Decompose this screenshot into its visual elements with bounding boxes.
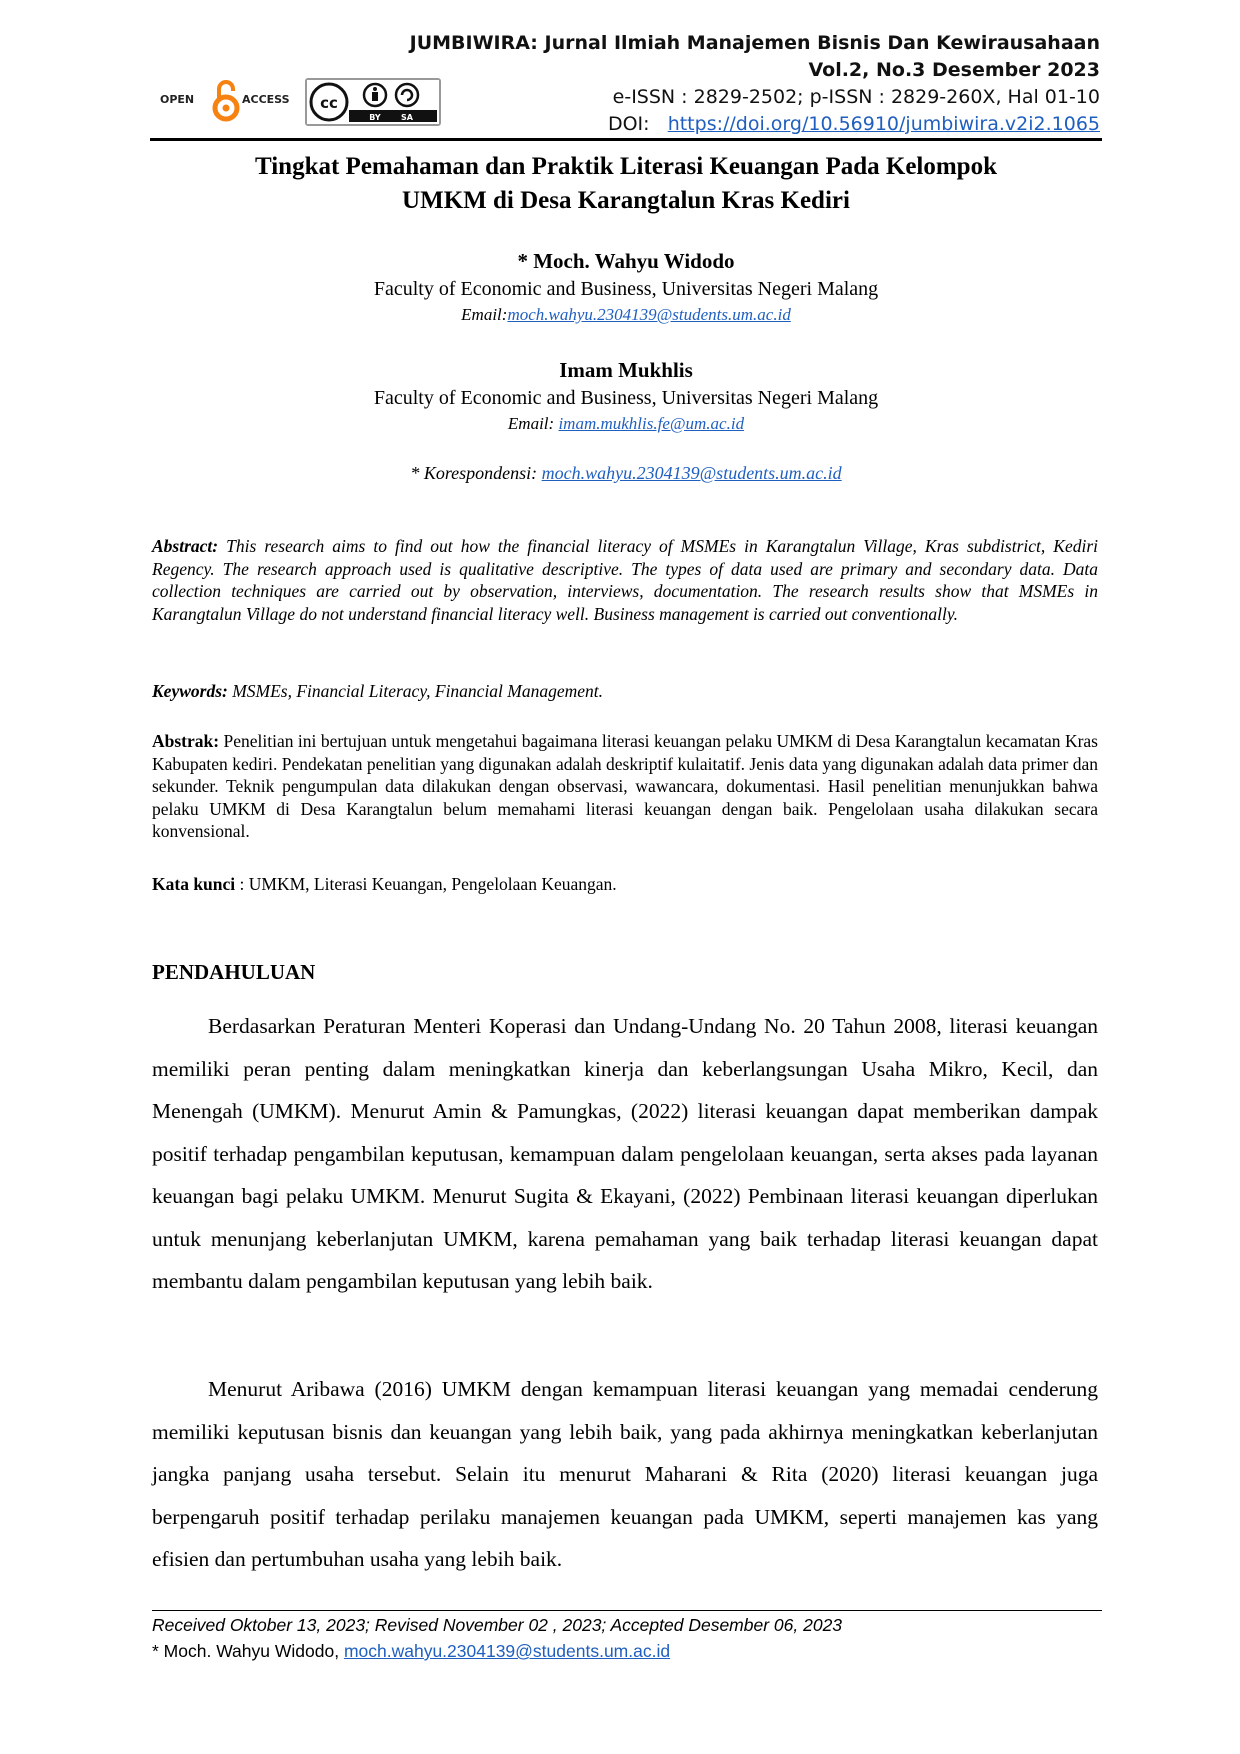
keywords-text: MSMEs, Financial Literacy, Financial Management.: [227, 681, 604, 701]
section-heading: PENDAHULUAN: [152, 960, 316, 984]
abstract-english: [152, 535, 1098, 625]
article-title-line-2: UMKM di Desa Karangtalun Kras Kediri: [402, 187, 850, 214]
email-label: Email:: [507, 414, 559, 433]
abstract-indonesian: [152, 730, 1098, 843]
author-email-line: [150, 303, 1102, 327]
author-email-line: [150, 412, 1102, 436]
article-title-line-1: Tingkat Pemahaman dan Praktik Literasi Keuangan Pada Kelompok: [255, 153, 997, 180]
keywords-indonesian: [152, 873, 617, 895]
author-block-1: [150, 247, 1102, 327]
svg-text:cc: cc: [320, 94, 338, 112]
journal-volume: Vol.2, No.3 Desember 2023: [808, 59, 1100, 81]
footer-author-line: [152, 1639, 1102, 1663]
article-title: [150, 150, 1102, 218]
open-access-label-open: OPEN: [160, 93, 195, 106]
footer-divider: [152, 1610, 1102, 1611]
keywords-label: Keywords:: [152, 681, 228, 701]
abstrak-text: Penelitian ini bertujuan untuk mengetahui bagaimana literasi keuangan pelaku UMKM di Desa Karangtalun kecamatan Kras Kabupaten kediri. Pendekatan penelitian yang digunakan adalah deskriptif kulaitatif. Jenis data yang digunakan adalah data primer dan sekunder. Teknik pengumpulan data dilakukan dengan observasi, wawancara, dokumentasi. Hasil penelitian menunjukkan bahwa pelaku UMKM di Desa Karangtalun belum memahami literasi keuangan dengan baik. Pengelolaan usaha dilakukan secara konvensional.: [152, 731, 1098, 841]
cc-sa-label: SA: [401, 113, 413, 122]
author-name: * Moch. Wahyu Widodo: [517, 249, 735, 273]
kata-kunci-label: Kata kunci: [152, 874, 236, 894]
journal-title: JUMBIWIRA: Jurnal Ilmiah Manajemen Bisnis Dan Kewirausahaan: [409, 32, 1100, 54]
email-label: Email:: [461, 305, 508, 324]
correspondence-email-link[interactable]: moch.wahyu.2304139@students.um.ac.id: [541, 463, 842, 483]
journal-doi: [410, 111, 1100, 138]
kata-kunci-text: : UMKM, Literasi Keuangan, Pengelolaan Keuangan.: [235, 874, 617, 894]
author-affiliation: Faculty of Economic and Business, Universitas Negeri Malang: [373, 278, 879, 300]
correspondence-label: * Korespondensi:: [410, 463, 542, 483]
journal-header: [410, 30, 1100, 138]
author-affiliation: Faculty of Economic and Business, Universitas Negeri Malang: [373, 387, 879, 409]
author-email-link[interactable]: moch.wahyu.2304139@students.um.ac.id: [507, 305, 791, 324]
correspondence-line: [150, 461, 1102, 485]
abstract-label: Abstract:: [152, 536, 219, 556]
body-paragraph-2: Menurut Aribawa (2016) UMKM dengan kemampuan literasi keuangan yang memadai cenderung memiliki keputusan bisnis dan keuangan yang lebih baik, yang pada akhirnya meningkatkan keberlanjutan jangka panjang usaha tersebut. Selain itu menurut Maharani & Rita (2020) literasi keuangan juga berpengaruh positif terhadap perilaku manajemen keuangan pada UMKM, seperti manajemen kas yang efisien dan pertumbuhan usaha yang lebih baik.: [152, 1377, 1098, 1571]
open-access-logo: [160, 78, 300, 124]
abstrak-label: Abstrak:: [152, 731, 220, 751]
doi-label: DOI:: [607, 113, 650, 135]
journal-issn: e-ISSN : 2829-2502; p-ISSN : 2829-260X, Hal 01-10: [612, 86, 1100, 108]
article-history: Received Oktober 13, 2023; Revised November 02 , 2023; Accepted Desember 06, 2023: [152, 1615, 843, 1635]
footer-author-email-link[interactable]: moch.wahyu.2304139@students.um.ac.id: [343, 1641, 671, 1661]
author-block-2: [150, 356, 1102, 436]
author-name: Imam Mukhlis: [559, 358, 693, 382]
open-access-label-access: ACCESS: [242, 93, 290, 106]
open-access-lock-icon: [212, 78, 240, 122]
header-divider: [150, 138, 1102, 141]
body-paragraph-1: Berdasarkan Peraturan Menteri Koperasi dan Undang-Undang No. 20 Tahun 2008, literasi keuangan memiliki peran penting dalam meningkatkan kinerja dan keberlangsungan Usaha Mikro, Kecil, dan Menengah (UMKM). Menurut Amin & Pamungkas, (2022) literasi keuangan dapat memberikan dampak positif terhadap pengambilan keputusan, kemampuan dalam pengelolaan keuangan, serta akses pada layanan keuangan bagi pelaku UMKM. Menurut Sugita & Ekayani, (2022) Pembinaan literasi keuangan diperlukan untuk menunjang keberlanjutan UMKM, karena pemahaman yang baik terhadap literasi keuangan dapat membantu dalam pengambilan keputusan yang lebih baik.: [152, 1014, 1098, 1293]
cc-by-label: BY: [369, 113, 381, 122]
footer-author-name: * Moch. Wahyu Widodo,: [152, 1641, 344, 1661]
doi-link[interactable]: https://doi.org/10.56910/jumbiwira.v2i2.1065: [667, 113, 1100, 135]
keywords-english: [152, 680, 603, 702]
author-email-link[interactable]: imam.mukhlis.fe@um.ac.id: [558, 414, 745, 433]
abstract-text: This research aims to find out how the financial literacy of MSMEs in Karangtalun Village, Kras subdistrict, Kediri Regency. The research approach used is qualitative descriptive. The types of data used are primary and secondary data. Data collection techniques are carried out by observation, interviews, documentation. The research results show that MSMEs in Karangtalun Village do not understand financial literacy well. Business management is carried out conventionally.: [152, 536, 1098, 624]
